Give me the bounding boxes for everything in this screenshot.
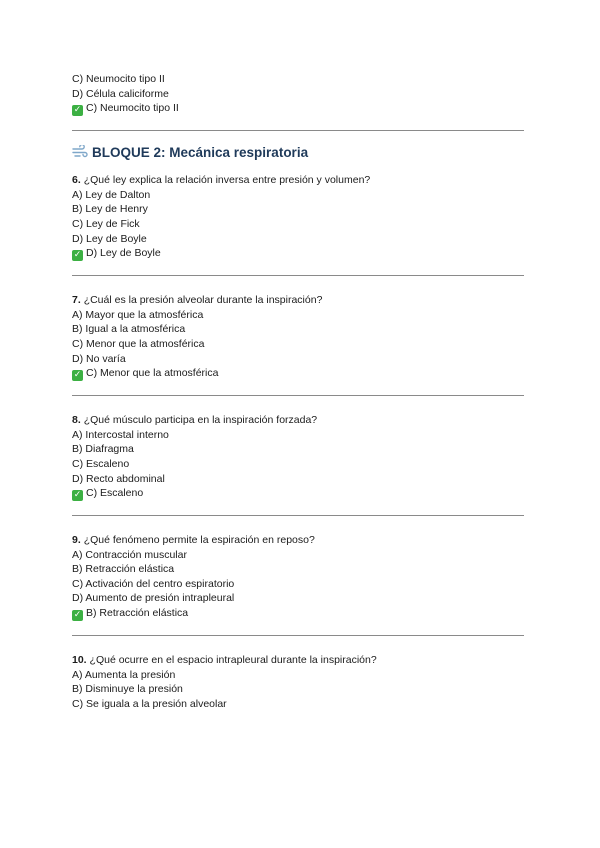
- answer-line: [72, 486, 524, 501]
- check-mark-icon: ✓: [73, 250, 82, 261]
- option-line: A) Intercostal interno: [72, 428, 169, 441]
- previous-question-tail: [72, 72, 524, 116]
- answer-line: [72, 366, 524, 381]
- divider: [72, 395, 524, 396]
- answer-text: D) Ley de Boyle: [86, 247, 161, 260]
- check-mark-icon: ✓: [73, 610, 82, 621]
- question-text: ¿Cuál es la presión alveolar durante la inspiración?: [83, 294, 323, 307]
- answer-line: [72, 246, 524, 261]
- answer-text: C) Menor que la atmosférica: [86, 367, 219, 380]
- question-number: 7.: [72, 294, 81, 307]
- option-line: D) No varía: [72, 352, 126, 365]
- answer-text: B) Retracción elástica: [86, 607, 189, 620]
- question-text: ¿Qué ley explica la relación inversa entre presión y volumen?: [83, 174, 371, 187]
- question-title: [72, 413, 524, 428]
- option-line: D) Aumento de presión intrapleural: [72, 592, 235, 605]
- question-title: [72, 173, 524, 188]
- answer-text: C) Escaleno: [86, 487, 144, 500]
- question-block: [72, 653, 524, 711]
- section-heading: [72, 143, 524, 163]
- option-line: C) Menor que la atmosférica: [72, 337, 205, 350]
- divider: [72, 130, 524, 131]
- check-mark-icon: ✓: [73, 105, 82, 116]
- question-number: 6.: [72, 174, 81, 187]
- question-text: ¿Qué fenómeno permite la espiración en reposo?: [83, 534, 315, 547]
- option-line: A) Ley de Dalton: [72, 188, 151, 201]
- question-text: ¿Qué músculo participa en la inspiración forzada?: [83, 414, 318, 427]
- option-line: C) Se iguala a la presión alveolar: [72, 697, 227, 710]
- question-title: [72, 533, 524, 548]
- question-number: 8.: [72, 414, 81, 427]
- option-line: B) Ley de Henry: [72, 203, 148, 216]
- question-text: ¿Qué ocurre en el espacio intrapleural durante la inspiración?: [89, 654, 377, 667]
- question-number: 9.: [72, 534, 81, 547]
- check-mark-icon: ✓: [73, 490, 82, 501]
- question-title: [72, 293, 524, 308]
- option-line: C) Ley de Fick: [72, 217, 140, 230]
- option-line: C) Neumocito tipo II: [72, 73, 165, 85]
- option-line: D) Célula caliciforme: [72, 87, 169, 100]
- option-line: C) Escaleno: [72, 457, 130, 470]
- wind-icon: [72, 145, 88, 159]
- question-block: [72, 413, 524, 501]
- divider: [72, 275, 524, 276]
- question-block: [72, 533, 524, 621]
- option-line: D) Recto abdominal: [72, 472, 165, 485]
- option-line: A) Aumenta la presión: [72, 668, 176, 681]
- option-line: B) Diafragma: [72, 443, 134, 456]
- option-line: C) Activación del centro espiratorio: [72, 577, 235, 590]
- option-line: A) Contracción muscular: [72, 548, 187, 561]
- divider: [72, 515, 524, 516]
- option-line: B) Disminuye la presión: [72, 683, 183, 696]
- question-block: [72, 293, 524, 381]
- divider: [72, 635, 524, 636]
- option-line: B) Retracción elástica: [72, 563, 175, 576]
- section-title: BLOQUE 2: Mecánica respiratoria: [92, 145, 309, 161]
- answer-line: [72, 101, 524, 116]
- option-line: A) Mayor que la atmosférica: [72, 308, 204, 321]
- check-mark-icon: ✓: [73, 370, 82, 381]
- question-number: 10.: [72, 654, 87, 667]
- question-title: [72, 653, 524, 668]
- document-page: [72, 72, 524, 711]
- option-line: D) Ley de Boyle: [72, 232, 147, 245]
- question-block: [72, 173, 524, 261]
- answer-line: [72, 606, 524, 621]
- option-line: B) Igual a la atmosférica: [72, 323, 186, 336]
- answer-text: C) Neumocito tipo II: [86, 102, 179, 115]
